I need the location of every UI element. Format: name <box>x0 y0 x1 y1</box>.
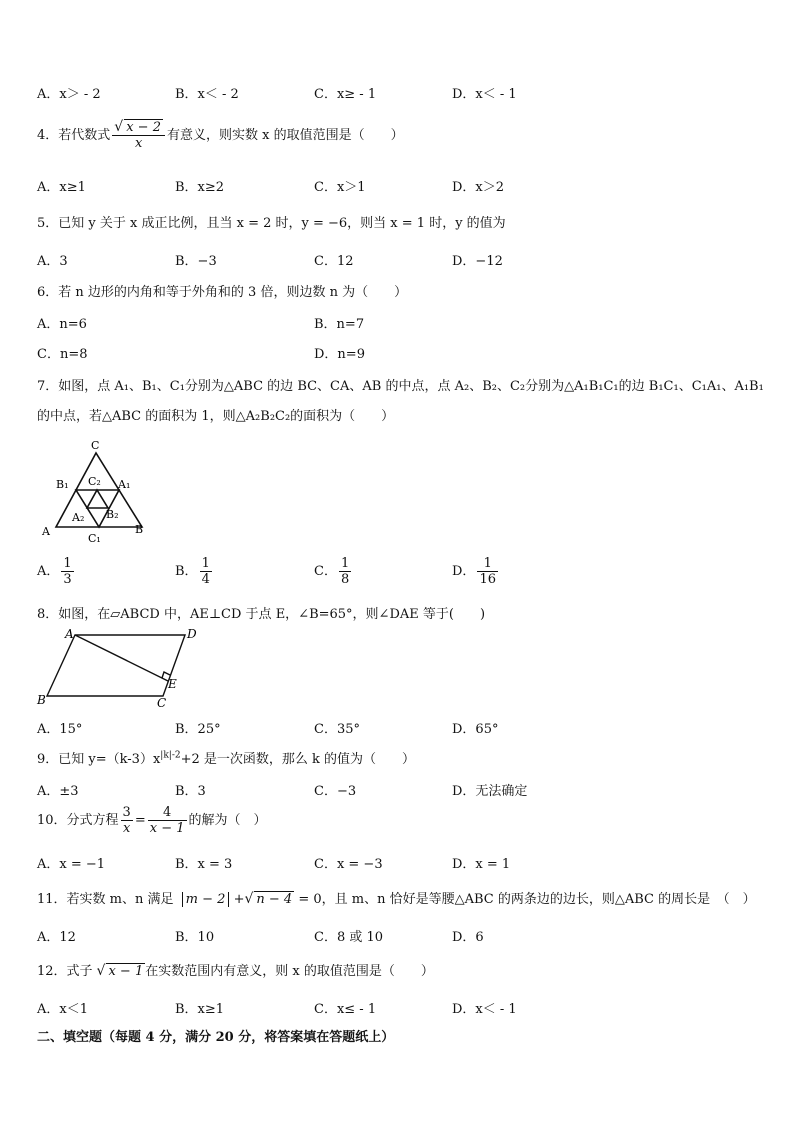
q11-plus: + <box>233 892 245 907</box>
label-e: E <box>168 677 177 691</box>
q4-prefix: 4．若代数式 <box>37 128 111 143</box>
q5-stem: 5．已知 y 关于 x 成正比例，且当 x = 2 时，y = −6，则当 x = 1 时，y 的值为 <box>37 216 506 231</box>
q3-options <box>37 83 757 103</box>
q6-options-row2 <box>37 343 757 363</box>
label-a2: A₂ <box>72 511 85 524</box>
q10-option-b: B．x = 3 <box>175 857 233 872</box>
q4-option-b: B．x≥2 <box>175 180 225 195</box>
q4-option-c: C．x＞1 <box>314 180 366 195</box>
q4-option-a: A．x≥1 <box>37 180 86 195</box>
q12-option-a: A．x＜1 <box>37 1002 88 1017</box>
q6-option-d: D．n=9 <box>314 347 365 362</box>
q9-option-c: C．−3 <box>314 784 357 799</box>
q11-option-c: C．8 或 10 <box>314 930 384 945</box>
q6-options-row1 <box>37 313 757 333</box>
q3-option-a: A．x＞ - 2 <box>37 87 101 102</box>
q11-suffix: ，且 m、n 恰好是等腰△ABC 的两条边的边长，则△ABC 的周长是 （ ） <box>321 892 756 907</box>
label-c1: C₁ <box>88 532 101 545</box>
q11-option-b: B．10 <box>175 930 215 945</box>
q10-stem <box>37 805 267 836</box>
triangle-a2b2c2 <box>87 490 108 508</box>
q5-option-a: A．3 <box>37 254 68 269</box>
q4-options <box>37 176 757 196</box>
q11-sqrt: n − 4 <box>256 892 293 907</box>
q4-numerator: x − 2 <box>126 120 161 135</box>
q4-stem <box>37 120 404 151</box>
q11-equals-zero: = 0 <box>298 892 322 907</box>
q11-stem: 11．若实数 m、n 满足 m − 2 +√ n − 4 = 0，且 m、n 恰好是等腰△ABC 的两条边的边长，则△ABC 的周长是 （ ） <box>37 891 756 907</box>
label-b: B <box>135 523 144 536</box>
q8-option-c: C．35° <box>314 722 360 737</box>
q7-triangle-figure <box>38 436 150 546</box>
label-a: A <box>65 627 74 641</box>
q4-fraction: $\frac{√ x - 2}{x}$ <box>112 120 165 151</box>
q7-option-b: B． $\frac{1}{4}$ <box>175 556 210 587</box>
q10-option-d: D．x = 1 <box>452 857 511 872</box>
section-heading-fill-in: 二、填空题（每题 4 分，满分 20 分，将答案填在答题纸上） <box>37 1030 395 1045</box>
q9-option-a: A．±3 <box>37 784 79 799</box>
q12-option-c: C．x≤ - 1 <box>314 1002 377 1017</box>
q11-abs-value: m − 2 <box>182 892 230 907</box>
label-b2: B₂ <box>106 508 119 521</box>
q11-option-a: A．12 <box>37 930 76 945</box>
q12-sqrt: x − 1 <box>108 964 144 979</box>
q10-option-a: A．x = −1 <box>37 857 106 872</box>
label-a: A <box>42 525 50 538</box>
q10-option-c: C．x = −3 <box>314 857 383 872</box>
q10-equals: = <box>134 813 146 828</box>
q12-option-b: B．x≥1 <box>175 1002 225 1017</box>
q6-option-a: A．n=6 <box>37 317 87 332</box>
q9-options <box>37 780 757 800</box>
segment-ae <box>75 635 168 681</box>
q9-suffix: +2 是一次函数，那么 k 的值为（ ） <box>180 752 416 767</box>
q6-option-b: B．n=7 <box>314 317 365 332</box>
q7-option-a: A． $\frac{1}{3}$ <box>37 556 72 587</box>
q10-lhs-fraction: $\frac{3}{x}$ <box>122 805 131 836</box>
q7-options <box>37 556 757 596</box>
q8-option-b: B．25° <box>175 722 221 737</box>
q6-option-c: C．n=8 <box>37 347 88 362</box>
q5-option-c: C．12 <box>314 254 354 269</box>
label-c2: C₂ <box>88 475 101 488</box>
q5-option-b: B．−3 <box>175 254 217 269</box>
q8-option-d: D．65° <box>452 722 499 737</box>
q5-option-d: D．−12 <box>452 254 503 269</box>
q9-exponent: |k|-2 <box>160 750 181 761</box>
q10-rhs-fraction: $\frac{4}{x - 1}$ <box>149 805 185 836</box>
label-a1: A₁ <box>118 478 131 491</box>
parallelogram-abcd <box>47 635 185 696</box>
q12-suffix: 在实数范围内有意义，则 x 的取值范围是（ ） <box>145 964 434 979</box>
q9-prefix: 9．已知 y=（k-3）x <box>37 752 161 767</box>
q9-option-d: D．无法确定 <box>452 784 528 799</box>
q5-options <box>37 250 757 270</box>
label-b1: B₁ <box>56 478 69 491</box>
label-d: D <box>187 627 197 641</box>
q9-stem <box>37 748 415 767</box>
q7-stem-line1: 7．如图，点 A₁、B₁、C₁分别为△ABC 的边 BC、CA、AB 的中点，点 A₂、B₂、C₂分别为△A₁B₁C₁的边 B₁C₁、C₁A₁、A₁B₁ <box>37 379 764 394</box>
q3-option-b: B．x＜ - 2 <box>175 87 239 102</box>
q3-option-c: C．x≥ - 1 <box>314 87 377 102</box>
q4-denominator: x <box>134 136 143 151</box>
q8-options <box>37 718 757 738</box>
q12-option-d: D．x＜ - 1 <box>452 1002 517 1017</box>
q7-option-c: C． $\frac{1}{8}$ <box>314 556 350 587</box>
label-b: B <box>37 693 46 707</box>
q7-stem-line2: 的中点，若△ABC 的面积为 1，则△A₂B₂C₂的面积为（ ） <box>37 409 395 424</box>
q8-stem: 8．如图，在▱ABCD 中，AE⊥CD 于点 E，∠B=65°，则∠DAE 等于( ) <box>37 607 486 622</box>
q4-option-d: D．x＞2 <box>452 180 505 195</box>
q10-options <box>37 853 757 873</box>
q8-option-a: A．15° <box>37 722 83 737</box>
q11-option-d: D．6 <box>452 930 484 945</box>
q10-suffix: 的解为（ ） <box>188 813 267 828</box>
q7-option-d: D． $\frac{1}{16}$ <box>452 556 496 587</box>
q12-prefix: 12．式子 <box>37 964 93 979</box>
label-c: C <box>157 696 167 710</box>
q11-options <box>37 926 757 946</box>
q8-parallelogram-figure <box>35 624 205 710</box>
q3-option-d: D．x＜ - 1 <box>452 87 517 102</box>
label-c: C <box>91 439 100 452</box>
q9-option-b: B．3 <box>175 784 206 799</box>
q6-stem: 6．若 n 边形的内角和等于外角和的 3 倍，则边数 n 为（ ） <box>37 285 408 300</box>
q12-options <box>37 998 757 1018</box>
q10-prefix: 10．分式方程 <box>37 813 119 828</box>
q12-stem: 12．式子 √ x − 1 在实数范围内有意义，则 x 的取值范围是（ ） <box>37 963 434 979</box>
q11-prefix: 11．若实数 m、n 满足 <box>37 892 174 907</box>
q4-suffix: 有意义，则实数 x 的取值范围是（ ） <box>166 128 404 143</box>
